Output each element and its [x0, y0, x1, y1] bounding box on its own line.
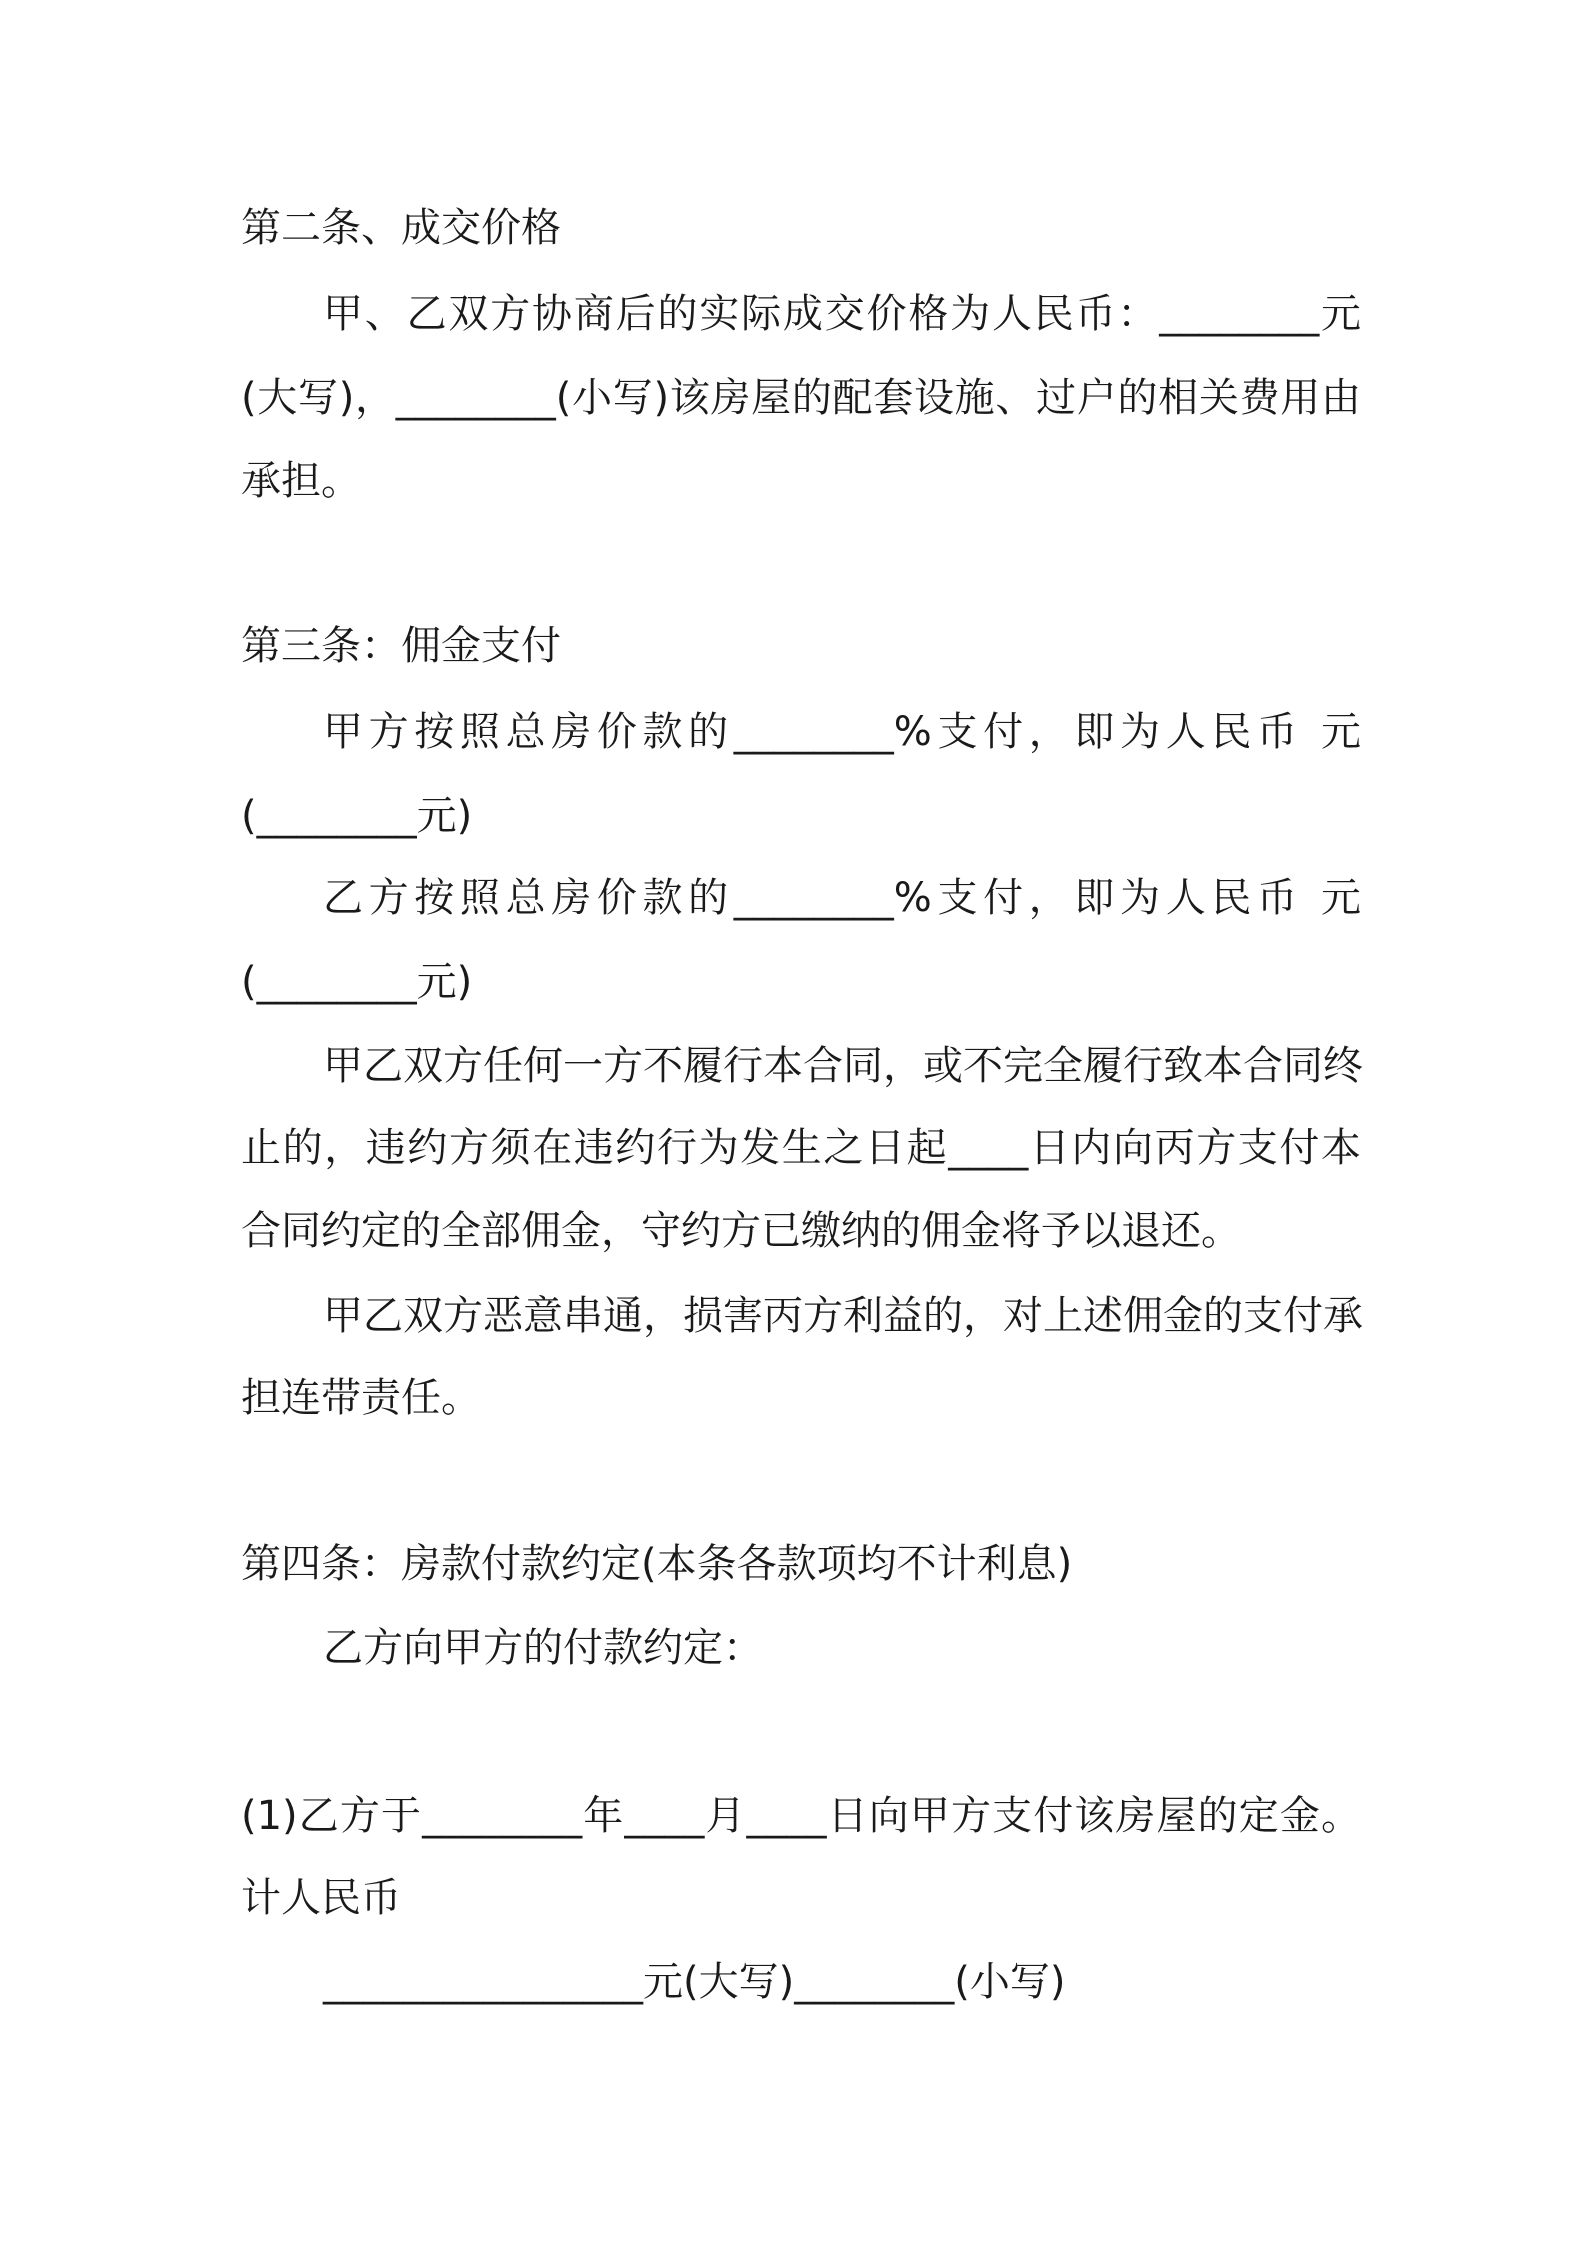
article3-collusion-line1: 甲乙双方恶意串通，损害丙方利益的，对上述佣金的支付承: [323, 1293, 1363, 1339]
article3-heading: 第三条：佣金支付: [241, 623, 561, 669]
article3-collusion-line2: 担连带责任。: [241, 1375, 481, 1421]
article4-heading: 第四条：房款付款约定(本条各款项均不计利息): [241, 1541, 1073, 1587]
article3-partyB-line1: 乙方按照总房价款的________%支付，即为人民币 元: [323, 875, 1361, 921]
article2-para-line3: 承担。: [241, 458, 361, 504]
article2-para-line1: 甲、乙双方协商后的实际成交价格为人民币：________元: [323, 291, 1361, 337]
article3-breach-line3: 合同约定的全部佣金，守约方已缴纳的佣金将予以退还。: [241, 1208, 1241, 1254]
article3-breach-line2: 止的，违约方须在违约行为发生之日起____日内向丙方支付本: [241, 1125, 1361, 1171]
article4-item1-line2: 计人民币: [241, 1875, 401, 1921]
article3-breach-line1: 甲乙双方任何一方不履行本合同，或不完全履行致本合同终: [323, 1043, 1363, 1089]
article2-para-line2: (大写)，________(小写)该房屋的配套设施、过户的相关费用由: [241, 375, 1361, 421]
article3-partyA-line1: 甲方按照总房价款的________%支付，即为人民币 元: [323, 709, 1361, 755]
article4-subheading: 乙方向甲方的付款约定：: [323, 1625, 763, 1671]
article4-item1-line1: (1)乙方于________年____月____日向甲方支付该房屋的定金。: [241, 1793, 1361, 1839]
article4-item1-line3: ________________元(大写)________(小写): [323, 1959, 1066, 2005]
article3-partyA-line2: (________元): [241, 793, 473, 839]
article3-partyB-line2: (________元): [241, 959, 473, 1005]
article2-heading: 第二条、成交价格: [241, 205, 561, 251]
